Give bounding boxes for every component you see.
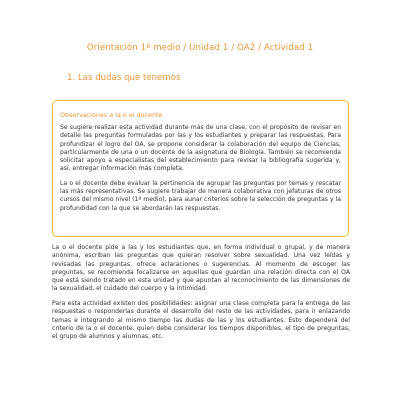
body-paragraph-1: La o el docente pide a las y los estudiantes que, en forma individual o grupal, y de manera anónima, escriban las preguntas que quieran resolver sobre sexualidad. Una vez leídas y revisadas las preguntas, ofrece aclaraciones o sugerencias. Al momento de escoger las preguntas, se recomienda focalizarse en aquellas que guardan una relación directa con el OA que está siendo tratado en esta unidad y que apuntan al reconocimiento de las dimensiones de la sexualidad, el cuidado del cuerpo y la intimidad. [52, 244, 350, 293]
observations-paragraph-2: La o el docente debe evaluar la pertinencia de agrupar las preguntas por temas y rescatar las más representativas. Se sugiere trabajar de manera colaborativa con jefaturas de otros cursos del mismo nivel (1º medio), para aunar criterios sobre la selección de preguntas y la profundidad con la que se abordarán las respuestas. [60, 179, 341, 212]
observations-title: Observaciones a la o el docente [60, 111, 163, 119]
observations-paragraph-1: Se sugiere realizar esta actividad durante más de una clase, con el propósito de revisar en detalle las preguntas formuladas por las y los estudiantes y preparar las respuestas. Para profundizar el logro del OA, se propone considerar la colaboración del equipo de Ciencias, particularmente de una o un docente de la asignatura de Biología. También se recomienda solicitar apoyo a especialistas del establecimiento para revisar la bibliografía sugerida y, así, entregar información más completa. [60, 124, 341, 173]
body-paragraph-2: Para esta actividad existen dos posibilidades: asignar una clase completa para la entrega de las respuestas o responderlas durante el desarrollo del resto de las actividades, para ir enlazando temas e integrando al mismo tiempo las dudas de las y los estudiantes. Esto dependerá del criterio de la o el docente, quien debe considerar los tiempos disponibles, el tipo de preguntas, el grupo de alumnos y alumnas, etc. [52, 300, 350, 341]
section-title: 1. Las dudas que tenemos [67, 73, 181, 83]
breadcrumb: Orientación 1º medio / Unidad 1 / OA2 / Actividad 1 [86, 43, 314, 53]
observations-box [52, 100, 349, 237]
